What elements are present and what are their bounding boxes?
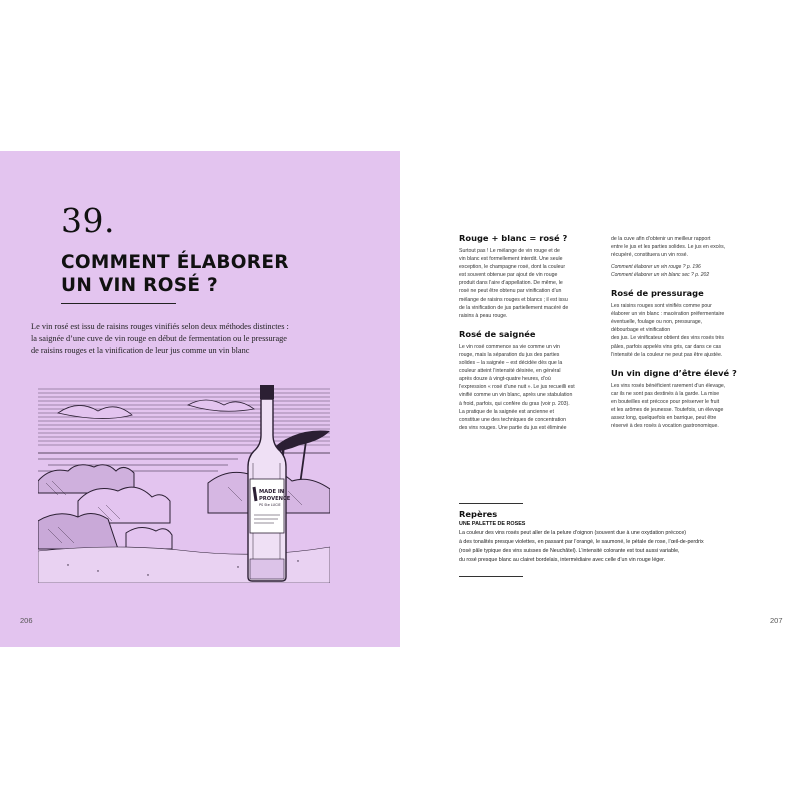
- bottle-label-line-1: MADE IN: [259, 489, 285, 495]
- text-line: à froid, parfois, qui confère du gras (voir p. 203).: [459, 400, 570, 407]
- text-line: solides – la saignée – est décidée dès que la: [459, 360, 563, 367]
- cross-reference-link[interactable]: Comment élaborer un vin blanc sec ? p. 202: [611, 271, 710, 278]
- text-line: vin blanc est formellement interdit. Une seule: [459, 256, 563, 263]
- text-line: entre le jus et les parties solides. Le jus en excès,: [611, 244, 726, 251]
- text-line: des vins rouges. Une partie du jus est éliminée: [459, 424, 567, 431]
- text-column-1: [459, 233, 607, 432]
- section-paragraph: [611, 302, 759, 359]
- reperes-bottom-divider: [459, 576, 523, 577]
- text-line: et les arômes de jeunesse. Toutefois, un élevage: [611, 407, 724, 414]
- reperes-top-divider: [459, 503, 523, 504]
- page-number-left: 206: [20, 616, 33, 625]
- cross-reference-link[interactable]: Comment élaborer un vin rouge ? p. 196: [611, 264, 701, 271]
- right-page: [400, 151, 800, 647]
- text-line: Les raisins rouges sont vinifiés comme pour: [611, 303, 712, 310]
- text-line: du rosé presque blanc au clairet bordelais, intermédiaire avec celle d’un vin rouge léger.: [459, 557, 666, 564]
- text-line: car ils ne sont pas destinés à la garde. La mise: [611, 390, 720, 397]
- section-heading: Un vin digne d’être élevé ?: [611, 367, 737, 378]
- text-line: des jus. Le vinificateur obtient des vins rosés très: [611, 335, 725, 342]
- section-paragraph: [459, 247, 607, 320]
- text-line: exception, le champagne rosé, dont la couleur: [459, 264, 566, 271]
- text-line: (rosé pâle typique des vins suisses de Neuchâtel). L’intensité colorante est tout aussi variable,: [459, 547, 680, 554]
- section-paragraph: [611, 382, 759, 431]
- chapter-title-line: COMMENT ÉLABORER: [61, 252, 289, 273]
- title-divider: [61, 303, 176, 304]
- text-line: produit dans l’aire d’appellation. De même, le: [459, 280, 563, 287]
- text-line: débourbage et vinification: [611, 327, 671, 334]
- text-line: Les vins rosés bénéficient rarement d’un élevage,: [611, 382, 726, 389]
- text-line: en bouteilles est précoce pour préserver le fruit: [611, 398, 720, 405]
- chapter-number: 39.: [61, 201, 115, 240]
- intro-paragraph: [31, 321, 331, 357]
- text-line: La pratique de la saignée est ancienne et: [459, 408, 554, 415]
- section-paragraph: [611, 235, 759, 259]
- intro-line: la saignée d’une cuve de vin rouge en début de fermentation ou le pressurage: [31, 334, 287, 343]
- text-line: éventuelle, foulage ou non, pressurage,: [611, 319, 703, 326]
- section-heading: Rosé de pressurage: [611, 288, 704, 299]
- reperes-paragraph: [459, 529, 704, 566]
- cross-references: [611, 264, 759, 279]
- text-column-2: [611, 235, 759, 430]
- text-line: Surtout pas ! Le mélange de vin rouge et de: [459, 248, 560, 254]
- text-line: assez long, quelquefois en barrique, peut être: [611, 415, 717, 422]
- page-number-right: 207: [770, 616, 783, 625]
- section-paragraph: [459, 343, 607, 432]
- text-line: constitue une des techniques de concentration: [459, 416, 566, 423]
- text-line: rouge, mais la séparation du jus des parties: [459, 351, 560, 358]
- text-line: de la cuve afin d’obtenir un meilleur rapport: [611, 236, 711, 242]
- text-line: vinifié comme un vin blanc, après une stabulation: [459, 392, 573, 399]
- reperes-heading: Repères: [459, 509, 498, 519]
- text-line: après douze à vingt-quatre heures, d’où: [459, 376, 551, 383]
- wine-bottle-icon: [248, 385, 291, 581]
- text-line: raisins à peau rouge.: [459, 312, 508, 319]
- chapter-title: [61, 251, 289, 297]
- left-page: [0, 151, 400, 647]
- text-line: de la vinification de jus partiellement macéré de: [459, 304, 569, 311]
- intro-line: Le vin rosé est issu de raisins rouges vinifiés selon deux méthodes distinctes :: [31, 322, 289, 331]
- text-line: réservé à des rosés à vocation gastronomique.: [611, 423, 719, 430]
- reperes-subheading: UNE PALETTE DE ROSES: [459, 521, 526, 527]
- text-line: l’intensité de la couleur ne peut pas être ajustée.: [611, 351, 723, 358]
- text-line: La couleur des vins rosés peut aller de la pelure d’oignon (souvent due à une oxydation précoce): [459, 529, 687, 536]
- text-line: à des tonalités presque violettes, en passant par l’orangé, le saumoné, le pétale de rose, l’œil-de-perdrix: [459, 538, 704, 545]
- wine-bottle-illustration: [38, 383, 330, 583]
- text-line: rosé ne peut être obtenu par vinification d’un: [459, 288, 562, 295]
- text-line: est souvent obtenue par ajout de vin rouge: [459, 272, 558, 279]
- text-line: pâles, parfois appelés vins gris, car dans ce cas: [611, 343, 722, 350]
- text-line: récupéré, constituera un vin rosé.: [611, 252, 688, 259]
- text-line: Le vin rosé commence sa vie comme un vin: [459, 343, 560, 350]
- section-heading: Rouge + blanc = rosé ?: [459, 233, 568, 243]
- section-heading: Rosé de saignée: [459, 328, 536, 339]
- intro-line: de raisins rouges et la vinification de leur jus comme un vin blanc: [31, 346, 250, 355]
- reperes-box: [459, 509, 704, 565]
- bottle-label-line-2: PROVENCE: [259, 496, 291, 502]
- text-line: élaborer un vin blanc : macération préfermentaire: [611, 311, 725, 318]
- bottle-label-line-3: PS Ste LUCIE: [259, 503, 281, 507]
- chapter-title-line: UN VIN ROSÉ ?: [61, 275, 219, 296]
- book-spread: [0, 151, 800, 647]
- text-line: l’expression « rosé d’une nuit ». Le jus recueilli est: [459, 384, 575, 391]
- text-line: couleur atteint l’intensité désirée, en général: [459, 368, 561, 375]
- text-line: mélange de raisins rouges et blancs ; il est issu: [459, 296, 568, 303]
